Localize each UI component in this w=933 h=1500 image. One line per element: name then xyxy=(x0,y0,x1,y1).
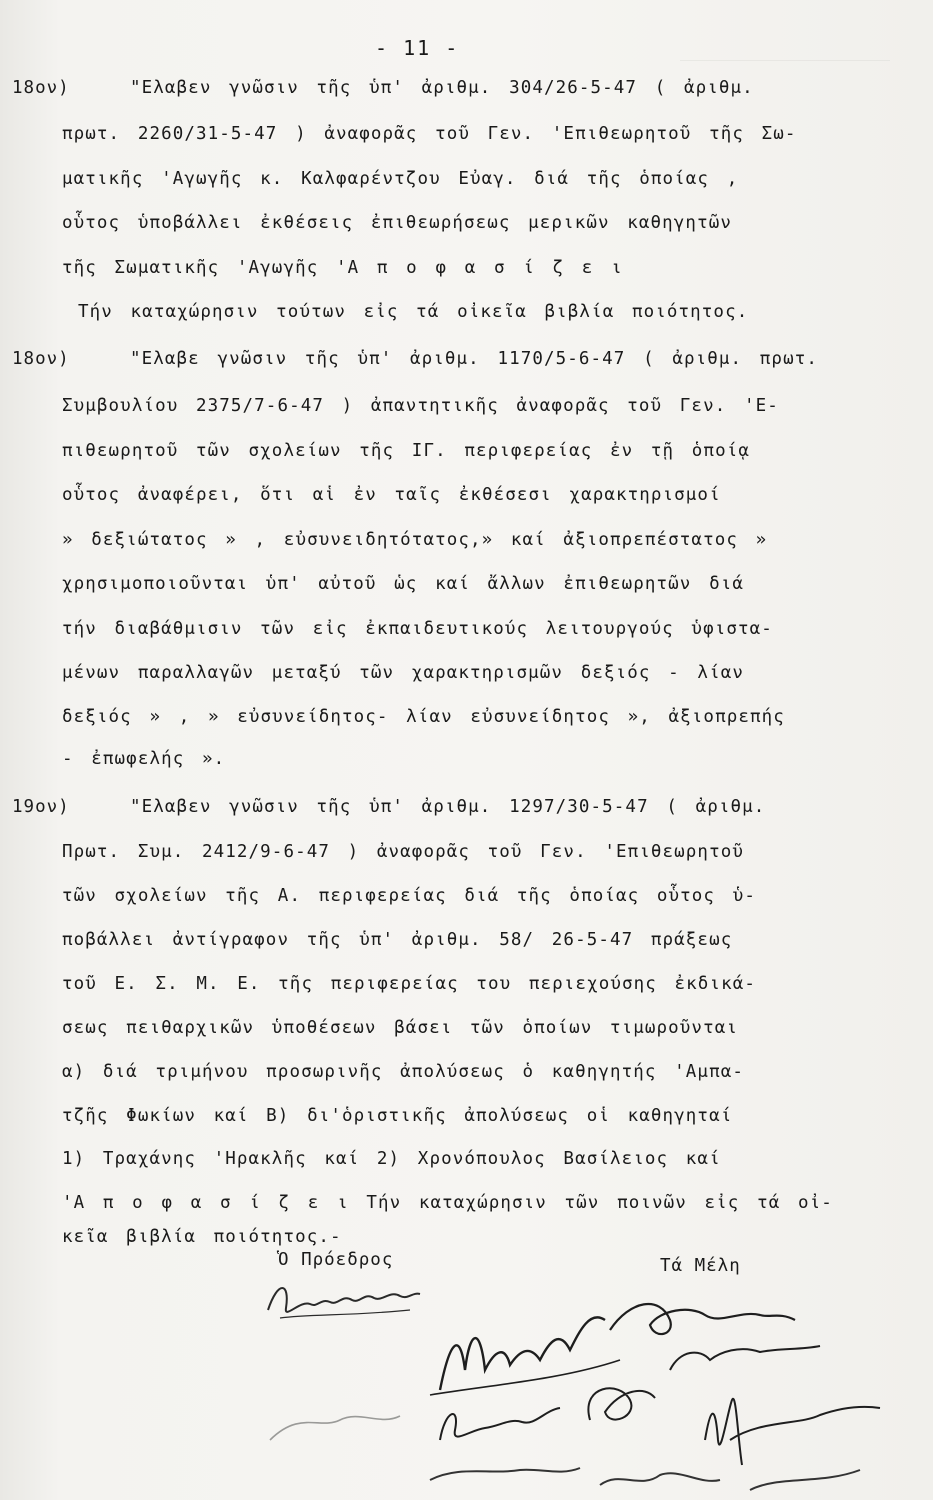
faint-header-mark xyxy=(680,20,890,61)
member-signatures xyxy=(260,1290,900,1500)
text-line: "Ελαβε γνῶσιν τῆς ὑπ' ἀριθμ. 1170/5-6-47 ( ἀριθμ. πρωτ. xyxy=(130,349,818,369)
text-line: δεξιός » , » εὐσυνείδητος- λίαν εὐσυνείδητος », ἀξιοπρεπής xyxy=(62,707,785,727)
text-line: τζῆς Φωκίων καί Β) δι'ὁριστικῆς ἀπολύσεως οἱ καθηγηταί xyxy=(62,1106,733,1126)
text-line: ματικῆς 'Αγωγῆς κ. Καλφαρέντζου Εὐαγ. διά τῆς ὁποίας , xyxy=(62,169,739,189)
text-line: "Ελαβεν γνῶσιν τῆς ὑπ' ἀριθμ. 304/26-5-47 ( ἀριθμ. xyxy=(130,78,754,98)
item-number: 18ον) xyxy=(12,78,70,98)
text-line: μένων παραλλαγῶν μεταξύ τῶν χαρακτηρισμῶν δεξιός - λίαν xyxy=(62,663,744,683)
text-line: 1) Τραχάνης 'Ηρακλῆς καί 2) Χρονόπουλος Βασίλειος καί xyxy=(62,1149,721,1169)
text-line: τῶν σχολείων τῆς Α. περιφερείας διά τῆς ὁποίας οὗτος ὑ- xyxy=(62,886,756,906)
page-number: - 11 - xyxy=(375,36,460,60)
text-line: σεως πειθαρχικῶν ὑποθέσεων βάσει τῶν ὁποίων τιμωροῦνται xyxy=(62,1018,738,1038)
binding-margin xyxy=(4,600,24,1400)
text-line: πιθεωρητοῦ τῶν σχολείων τῆς ΙΓ. περιφερείας ἐν τῇ ὁποίᾳ xyxy=(62,441,750,461)
text-line: τοῦ Ε. Σ. Μ. Ε. τῆς περιφερείας του περιεχούσης ἐκδικά- xyxy=(62,974,756,994)
text-line: » δεξιώτατος » , εὐσυνειδητότατος,» καί ἀξιοπρεπέστατος » xyxy=(62,530,768,550)
text-line: οὗτος ἀναφέρει, ὅτι αἱ ἐν ταῖς ἐκθέσεσι χαρακτηρισμοί xyxy=(62,485,721,505)
members-title: Τά Μέλη xyxy=(660,1256,741,1276)
text-line: Τήν καταχώρησιν τούτων εἰς τά οἰκεῖα βιβλία ποιότητος. xyxy=(78,302,749,322)
text-line: Πρωτ. Συμ. 2412/9-6-47 ) ἀναφορᾶς τοῦ Γεν. 'Επιθεωρητοῦ xyxy=(62,842,744,862)
text-line: τήν διαβάθμισιν τῶν εἰς ἐκπαιδευτικούς λειτουργούς ὑφιστα- xyxy=(62,619,773,639)
text-line: πρωτ. 2260/31-5-47 ) ἀναφορᾶς τοῦ Γεν. 'Επιθεωρητοῦ τῆς Σω- xyxy=(62,124,797,144)
text-line: Συμβουλίου 2375/7-6-47 ) ἀπαντητικῆς ἀναφορᾶς τοῦ Γεν. 'Ε- xyxy=(62,396,779,416)
text-line: τῆς Σωματικῆς 'Αγωγῆς 'Α π ο φ α σ ί ζ ε ι xyxy=(62,258,623,278)
text-line: χρησιμοποιοῦνται ὑπ' αὐτοῦ ὡς καί ἄλλων ἐπιθεωρητῶν διά xyxy=(62,574,744,594)
text-line: κεῖα βιβλία ποιότητος.- xyxy=(62,1227,342,1247)
text-line: - ἐπωφελής ». xyxy=(62,749,226,769)
item-number: 18ον) xyxy=(12,349,70,369)
president-title: Ὁ Πρόεδρος xyxy=(278,1250,394,1270)
text-line: ποβάλλει ἀντίγραφον τῆς ὑπ' ἀριθμ. 58/ 26-5-47 πράξεως xyxy=(62,930,733,950)
text-line: α) διά τριμήνου προσωρινῆς ἀπολύσεως ὁ καθηγητής 'Αμπα- xyxy=(62,1062,744,1082)
text-line: 'Α π ο φ α σ ί ζ ε ι Τήν καταχώρησιν τῶν ποινῶν εἰς τά οἰ- xyxy=(62,1193,833,1213)
text-line: "Ελαβεν γνῶσιν τῆς ὑπ' ἀριθμ. 1297/30-5-47 ( ἀριθμ. xyxy=(130,797,766,817)
text-line: οὗτος ὑποβάλλει ἐκθέσεις ἐπιθεωρήσεως μερικῶν καθηγητῶν xyxy=(62,213,732,233)
item-number: 19ον) xyxy=(12,797,70,817)
